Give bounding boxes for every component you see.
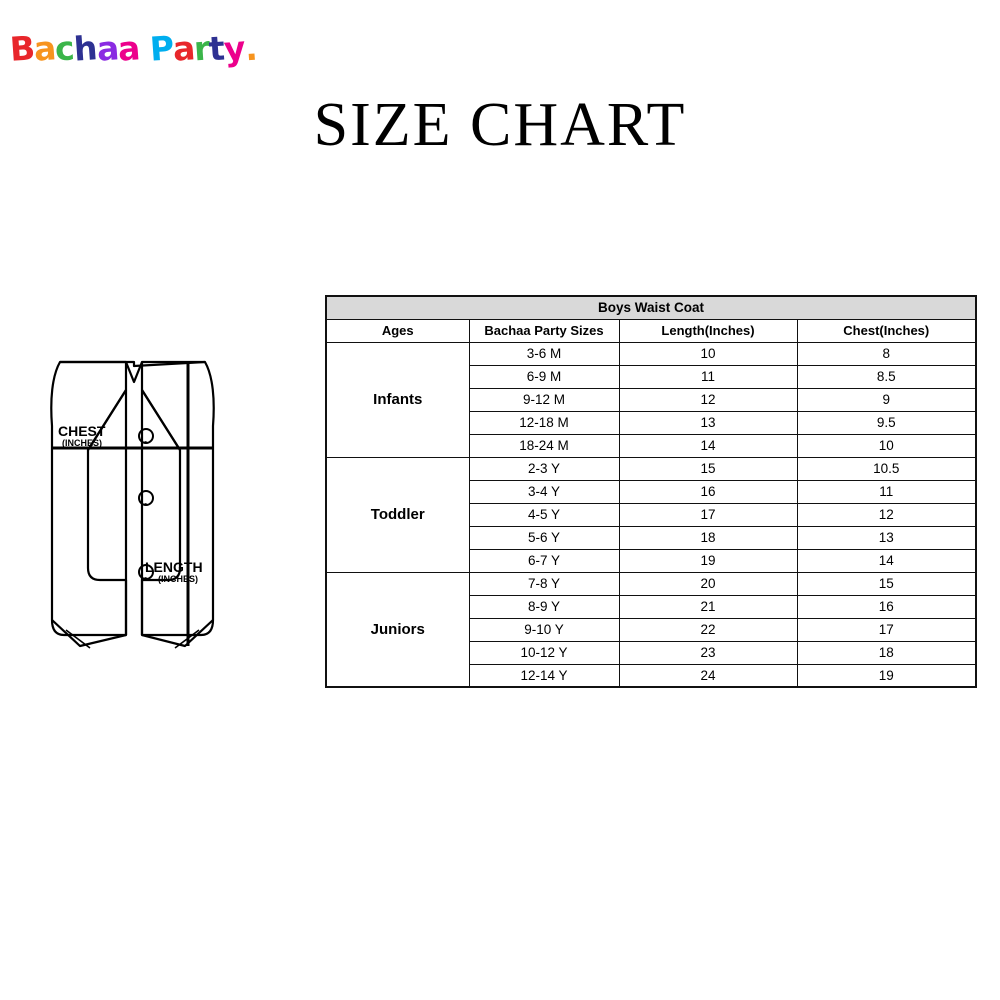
brand-logo-text: Bachaa Party.: [8, 28, 258, 69]
cell-chest: 9: [797, 388, 976, 411]
cell-size: 8-9 Y: [469, 595, 619, 618]
cell-length: 23: [619, 641, 797, 664]
column-header-chest: Chest(Inches): [797, 319, 976, 342]
size-chart-table: [325, 295, 977, 688]
cell-length: 14: [619, 434, 797, 457]
cell-size: 18-24 M: [469, 434, 619, 457]
cell-chest: 16: [797, 595, 976, 618]
length-unit-label: (INCHES): [158, 574, 198, 584]
cell-size: 9-10 Y: [469, 618, 619, 641]
page-title: SIZE CHART: [313, 91, 687, 159]
cell-length: 18: [619, 526, 797, 549]
group-label-infants: Infants: [326, 342, 469, 457]
table-row: [326, 342, 976, 365]
cell-chest: 8: [797, 342, 976, 365]
cell-size: 6-9 M: [469, 365, 619, 388]
cell-chest: 18: [797, 641, 976, 664]
chest-unit-label: (INCHES): [62, 438, 102, 448]
table-row: [326, 457, 976, 480]
cell-size: 4-5 Y: [469, 503, 619, 526]
waistcoat-diagram: [30, 330, 300, 700]
cell-chest: 10: [797, 434, 976, 457]
chest-label: CHEST: [58, 423, 106, 439]
column-header-sizes: Bachaa Party Sizes: [469, 319, 619, 342]
cell-chest: 11: [797, 480, 976, 503]
cell-length: 24: [619, 664, 797, 687]
cell-size: 2-3 Y: [469, 457, 619, 480]
cell-chest: 13: [797, 526, 976, 549]
cell-length: 15: [619, 457, 797, 480]
length-label: LENGTH: [145, 559, 203, 575]
cell-chest: 9.5: [797, 411, 976, 434]
cell-size: 12-14 Y: [469, 664, 619, 687]
cell-size: 9-12 M: [469, 388, 619, 411]
cell-length: 11: [619, 365, 797, 388]
table-caption: Boys Waist Coat: [326, 296, 976, 319]
cell-length: 10: [619, 342, 797, 365]
cell-length: 21: [619, 595, 797, 618]
cell-size: 3-6 M: [469, 342, 619, 365]
table-row: [326, 572, 976, 595]
cell-length: 16: [619, 480, 797, 503]
table-header-row: [326, 319, 976, 342]
cell-size: 7-8 Y: [469, 572, 619, 595]
group-label-toddler: Toddler: [326, 457, 469, 572]
group-label-juniors: Juniors: [326, 572, 469, 687]
cell-length: 12: [619, 388, 797, 411]
cell-chest: 15: [797, 572, 976, 595]
cell-size: 12-18 M: [469, 411, 619, 434]
cell-length: 19: [619, 549, 797, 572]
column-header-ages: Ages: [326, 319, 469, 342]
brand-logo: [8, 22, 258, 76]
cell-chest: 17: [797, 618, 976, 641]
cell-chest: 14: [797, 549, 976, 572]
cell-size: 3-4 Y: [469, 480, 619, 503]
cell-size: 6-7 Y: [469, 549, 619, 572]
cell-length: 20: [619, 572, 797, 595]
cell-chest: 10.5: [797, 457, 976, 480]
column-header-length: Length(Inches): [619, 319, 797, 342]
cell-chest: 12: [797, 503, 976, 526]
cell-length: 22: [619, 618, 797, 641]
table-caption-row: [326, 296, 976, 319]
cell-size: 5-6 Y: [469, 526, 619, 549]
cell-chest: 19: [797, 664, 976, 687]
cell-length: 17: [619, 503, 797, 526]
cell-chest: 8.5: [797, 365, 976, 388]
cell-length: 13: [619, 411, 797, 434]
cell-size: 10-12 Y: [469, 641, 619, 664]
